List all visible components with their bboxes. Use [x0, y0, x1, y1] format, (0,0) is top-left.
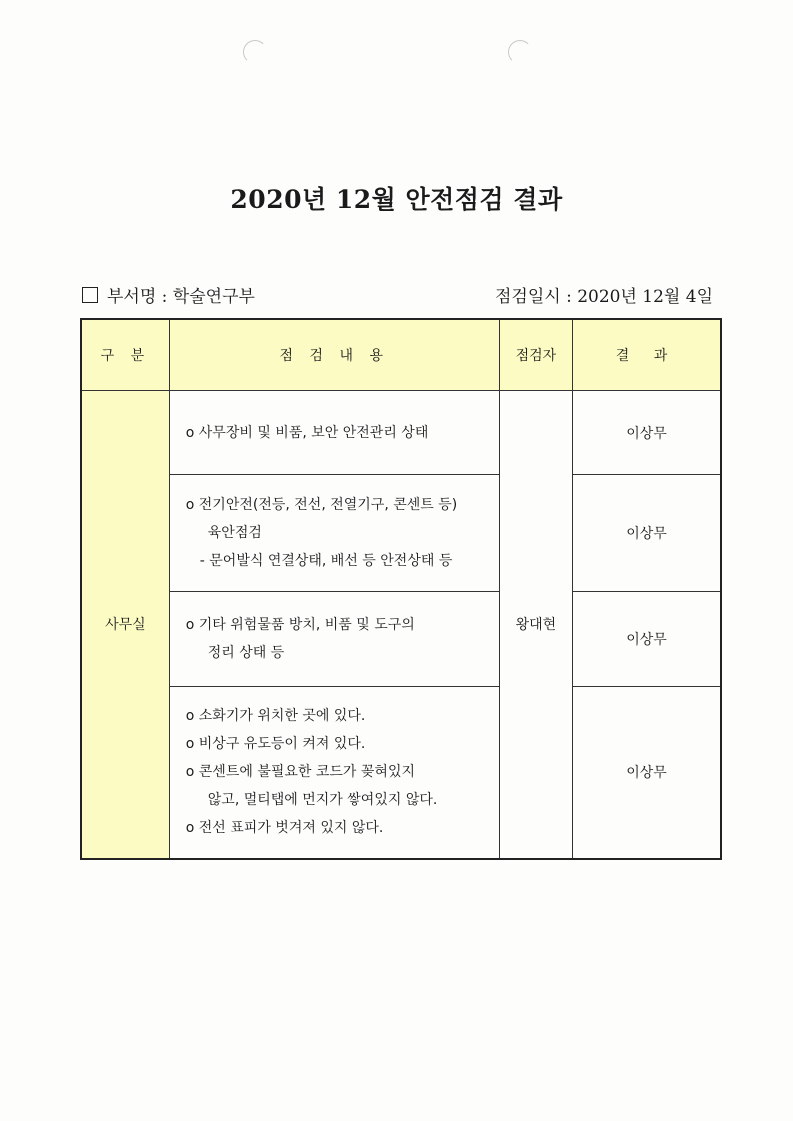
header-result: 결 과: [573, 319, 721, 391]
table-row: [81, 592, 721, 687]
content-sub-line: - 문어발식 연결상태, 배선 등 안전상태 등: [199, 553, 453, 569]
content-line: o 콘센트에 불필요한 코드가 꽂혀있지: [185, 764, 415, 781]
table-row: [81, 687, 721, 859]
content-line: 않고, 멀티탭에 먼지가 쌓여있지 않다.: [207, 792, 438, 809]
department-label: 부서명 : 학술연구부: [107, 287, 255, 307]
result-cell: 이상무: [573, 592, 721, 687]
content-line: 정리 상태 등: [207, 645, 285, 661]
content-line: o 전선 표피가 벗겨져 있지 않다.: [185, 820, 384, 837]
header-category: 구 분: [81, 319, 169, 391]
document-title: 2020년 12월 안전점검 결과: [230, 185, 563, 214]
category-cell: 사무실: [81, 391, 169, 859]
inspection-date: 점검일시 : 2020년 12월 4일: [494, 287, 713, 307]
content-line: 육안점검: [207, 525, 262, 541]
checkbox-icon: [82, 287, 98, 303]
result-cell: 이상무: [573, 391, 721, 475]
content-cell: [169, 687, 499, 859]
content-cell: [169, 475, 499, 592]
content-line: o 사무장비 및 비품, 보안 안전관리 상태: [185, 424, 429, 441]
table-row: [81, 391, 721, 475]
department-line: [82, 282, 255, 307]
inspector-cell: 왕대현: [499, 391, 572, 859]
result-cell: 이상무: [573, 475, 721, 592]
punch-hole-left: [243, 40, 267, 64]
content-line: o 기타 위험물품 방치, 비품 및 도구의: [185, 617, 415, 633]
content-line: o 소화기가 위치한 곳에 있다.: [185, 708, 366, 725]
punch-hole-right: [508, 40, 532, 64]
inspection-table: [80, 318, 722, 860]
header-inspector: 점검자: [499, 319, 572, 391]
content-line: o 비상구 유도등이 켜져 있다.: [185, 736, 366, 753]
content-cell: [169, 592, 499, 687]
header-content: 점 검 내 용: [169, 319, 499, 391]
table-row: [81, 475, 721, 592]
content-cell: [169, 391, 499, 475]
content-line: o 전기안전(전등, 전선, 전열기구, 콘센트 등): [185, 497, 458, 513]
result-cell: 이상무: [573, 687, 721, 859]
table-header-row: [81, 319, 721, 391]
